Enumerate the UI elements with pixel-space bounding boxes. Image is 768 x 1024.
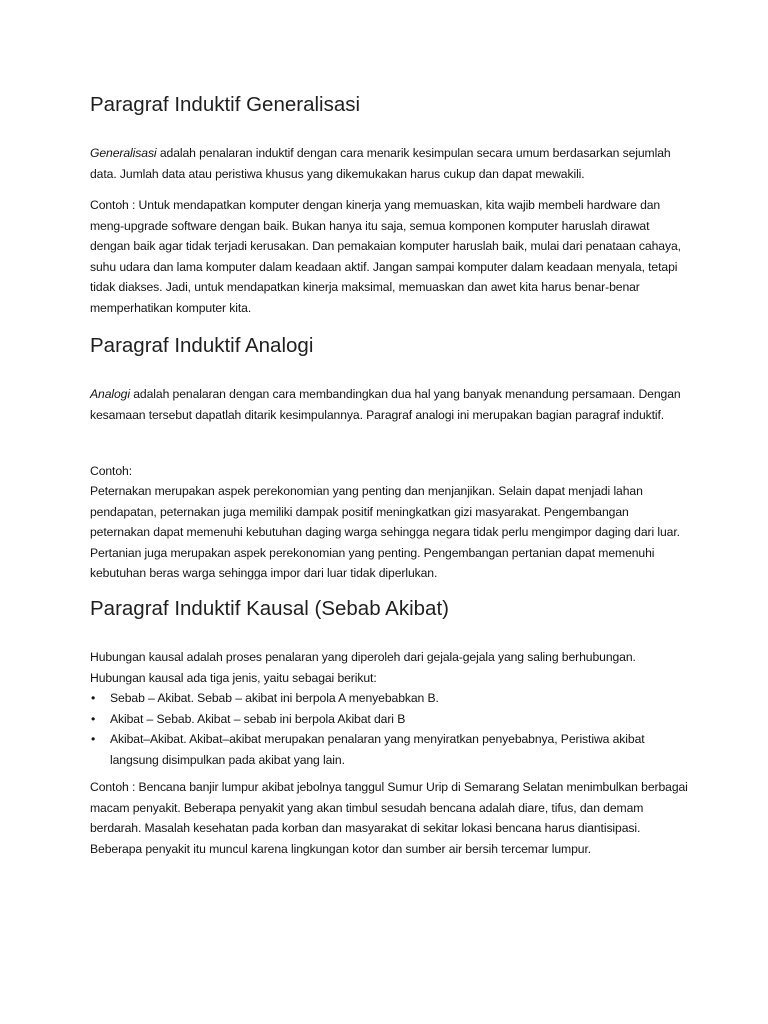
list-item: [90, 709, 690, 730]
list-item: [90, 688, 690, 709]
bullet-icon: •: [91, 711, 96, 726]
definition-term: Generalisasi: [90, 146, 157, 160]
list-item-text: Sebab – Akibat. Sebab – akibat ini berpola A menyebabkan B.: [110, 691, 439, 705]
heading-analogi: Paragraf Induktif Analogi: [90, 334, 314, 357]
bullet-icon: •: [91, 691, 96, 705]
kausal-bullet-list: [90, 688, 690, 770]
intro-kausal: Hubungan kausal adalah proses penalaran yang diperoleh dari gejala-gejala yang saling berhubungan. Hubungan kausal ada tiga jenis, yaitu sebagai berikut:: [90, 650, 636, 685]
example-generalisasi: Contoh : Untuk mendapatkan komputer dengan kinerja yang memuaskan, kita wajib membeli hardware dan meng-upgrade software dengan baik. Bukan hanya itu saja, semua komponen komputer haruslah dirawat dengan baik agar tidak terjadi kerusakan. Dan pemakaian komputer haruslah baik, mulai dari penataan cahaya, suhu udara dan lama komputer dalam keadaan aktif. Jangan sampai komputer dalam keadaan menyala, tetapi tidak diakses. Jadi, untuk mendapatkan kinerja maksimal, memuaskan dan awet kita harus benar-benar memperhatikan komputer kita.: [90, 198, 681, 315]
definition-generalisasi: [90, 143, 690, 184]
definition-text: adalah penalaran dengan cara membandingkan dua hal yang banyak menandung persamaan. Dengan kesamaan tersebut dapatlah ditarik kesimpulannya. Paragraf analogi ini merupakan bagian paragraf induktif.: [90, 387, 681, 422]
list-item: [90, 729, 690, 770]
heading-kausal: Paragraf Induktif Kausal (Sebab Akibat): [90, 597, 449, 620]
list-item-text: Akibat–Akibat. Akibat–akibat merupakan penalaran yang menyiratkan penyebabnya, Peristiwa akibat langsung disimpulkan pada akibat yang lain.: [110, 732, 645, 767]
example-label-analogi: Contoh:: [90, 464, 132, 478]
list-item-text: Akibat – Sebab. Akibat – sebab ini berpola Akibat dari B: [110, 711, 406, 726]
definition-analogi: [90, 384, 690, 425]
heading-generalisasi: Paragraf Induktif Generalisasi: [90, 93, 361, 116]
bullet-icon: •: [91, 732, 96, 747]
definition-text: adalah penalaran induktif dengan cara menarik kesimpulan secara umum berdasarkan sejumlah data. Jumlah data atau peristiwa khusus yang dikemukakan harus cukup dan dapat mewakili.: [90, 146, 671, 181]
definition-term: Analogi: [90, 387, 130, 401]
example-kausal: Contoh : Bencana banjir lumpur akibat jebolnya tanggul Sumur Urip di Semarang Selatan menimbulkan berbagai macam penyakit. Beberapa penyakit yang akan timbul sesudah bencana adalah diare, tifus, dan demam berdarah. Masalah kesehatan pada korban dan masyarakat di sekitar lokasi bencana harus diantisipasi. Beberapa penyakit itu muncul karena lingkungan kotor dan sumber air bersih tercemar lumpur.: [90, 780, 688, 856]
example-analogi: Peternakan merupakan aspek perekonomian yang penting dan menjanjikan. Selain dapat menjadi lahan pendapatan, peternakan juga memiliki dampak positif meningkatkan gizi masyarakat. Pengembangan peternakan dapat memenuhi kebutuhan daging warga sehingga negara tidak perlu mengimpor daging dari luar. Pertanian juga merupakan aspek perekonomian yang penting. Pengembangan pertanian dapat memenuhi kebutuhan beras warga sehingga impor dari luar tidak diperlukan.: [90, 484, 680, 581]
